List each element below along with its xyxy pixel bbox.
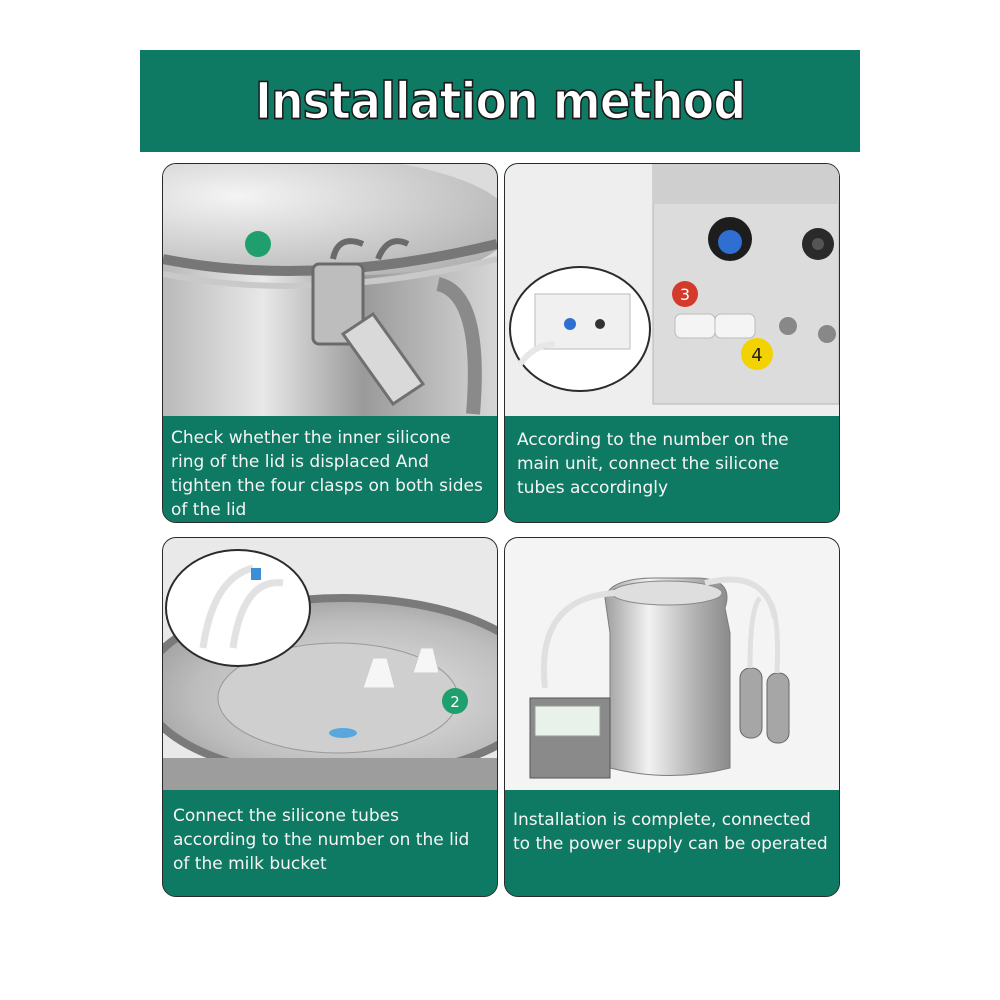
page-title: Installation method [254, 71, 746, 131]
main-unit-ports-photo [505, 164, 839, 416]
assembled-milker-photo [505, 538, 839, 790]
title-banner [140, 50, 860, 152]
port-label-3: 3 [679, 285, 691, 304]
step-1-caption: Check whether the inner silicone ring of the lid is displaced And tighten the four clasps on both sides of the lid [163, 416, 497, 522]
step-4-caption: Installation is complete, connected to the power supply can be operated [505, 790, 839, 896]
step-card-1 [162, 163, 498, 523]
lid-label-2: 2 [450, 693, 460, 711]
bucket-clasp-photo [163, 164, 497, 416]
step-card-3 [162, 537, 498, 897]
step-2-caption: According to the number on the main unit, connect the silicone tubes accordingly [505, 416, 839, 522]
step-card-2 [504, 163, 840, 523]
step-3-caption: Connect the silicone tubes according to the number on the lid of the milk bucket [163, 790, 497, 896]
port-label-4: 4 [751, 345, 763, 366]
bucket-lid-photo [163, 538, 497, 790]
step-card-4 [504, 537, 840, 897]
